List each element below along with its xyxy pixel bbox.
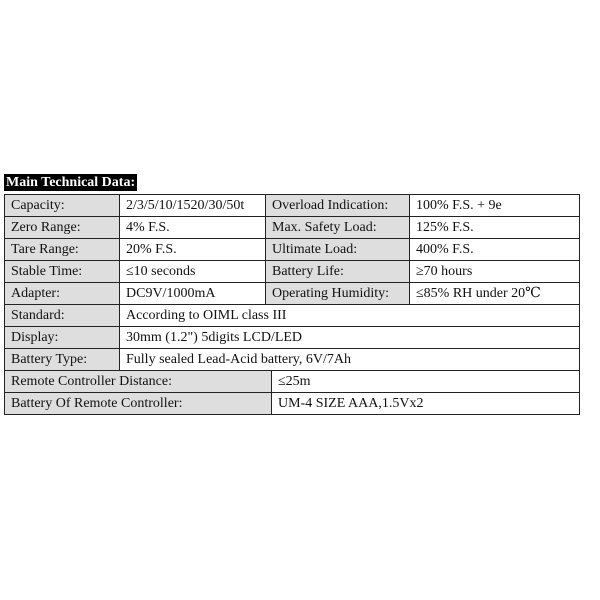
- spec-value: DC9V/1000mA: [120, 283, 266, 305]
- spec-label: Ultimate Load:: [266, 239, 410, 261]
- spec-label: Remote Controller Distance:: [5, 371, 272, 393]
- spec-value: 2/3/5/10/1520/30/50t: [120, 195, 266, 217]
- table-row: [5, 239, 580, 261]
- spec-label: Capacity:: [5, 195, 120, 217]
- spec-label: Adapter:: [5, 283, 120, 305]
- spec-label: Battery Of Remote Controller:: [5, 393, 272, 415]
- section-title: Main Technical Data:: [6, 175, 136, 190]
- table-row: [5, 305, 580, 327]
- table-row: [5, 261, 580, 283]
- table-row: [5, 217, 580, 239]
- spec-value: Fully sealed Lead-Acid battery, 6V/7Ah: [120, 349, 580, 371]
- spec-value: ≤25m: [272, 371, 580, 393]
- spec-value: 400% F.S.: [410, 239, 580, 261]
- spec-label: Battery Type:: [5, 349, 120, 371]
- spec-value: ≥70 hours: [410, 261, 580, 283]
- spec-label: Stable Time:: [5, 261, 120, 283]
- spec-value: ≤85% RH under 20℃: [410, 283, 580, 305]
- spec-value: 125% F.S.: [410, 217, 580, 239]
- spec-value: 4% F.S.: [120, 217, 266, 239]
- spec-label: Zero Range:: [5, 217, 120, 239]
- spec-label: Tare Range:: [5, 239, 120, 261]
- spec-value: 30mm (1.2") 5digits LCD/LED: [120, 327, 580, 349]
- technical-data-table: [4, 194, 580, 415]
- spec-value: 100% F.S. + 9e: [410, 195, 580, 217]
- table-row: [5, 393, 580, 415]
- spec-value: 20% F.S.: [120, 239, 266, 261]
- table-row: [5, 327, 580, 349]
- spec-label: Max. Safety Load:: [266, 217, 410, 239]
- spec-value: According to OIML class III: [120, 305, 580, 327]
- table-row: [5, 349, 580, 371]
- spec-label: Overload Indication:: [266, 195, 410, 217]
- table-row: [5, 371, 580, 393]
- spec-label: Standard:: [5, 305, 120, 327]
- table-row: [5, 195, 580, 217]
- spec-label: Display:: [5, 327, 120, 349]
- spec-label: Battery Life:: [266, 261, 410, 283]
- spec-value: UM-4 SIZE AAA,1.5Vx2: [272, 393, 580, 415]
- spec-label: Operating Humidity:: [266, 283, 410, 305]
- table-row: [5, 283, 580, 305]
- spec-value: ≤10 seconds: [120, 261, 266, 283]
